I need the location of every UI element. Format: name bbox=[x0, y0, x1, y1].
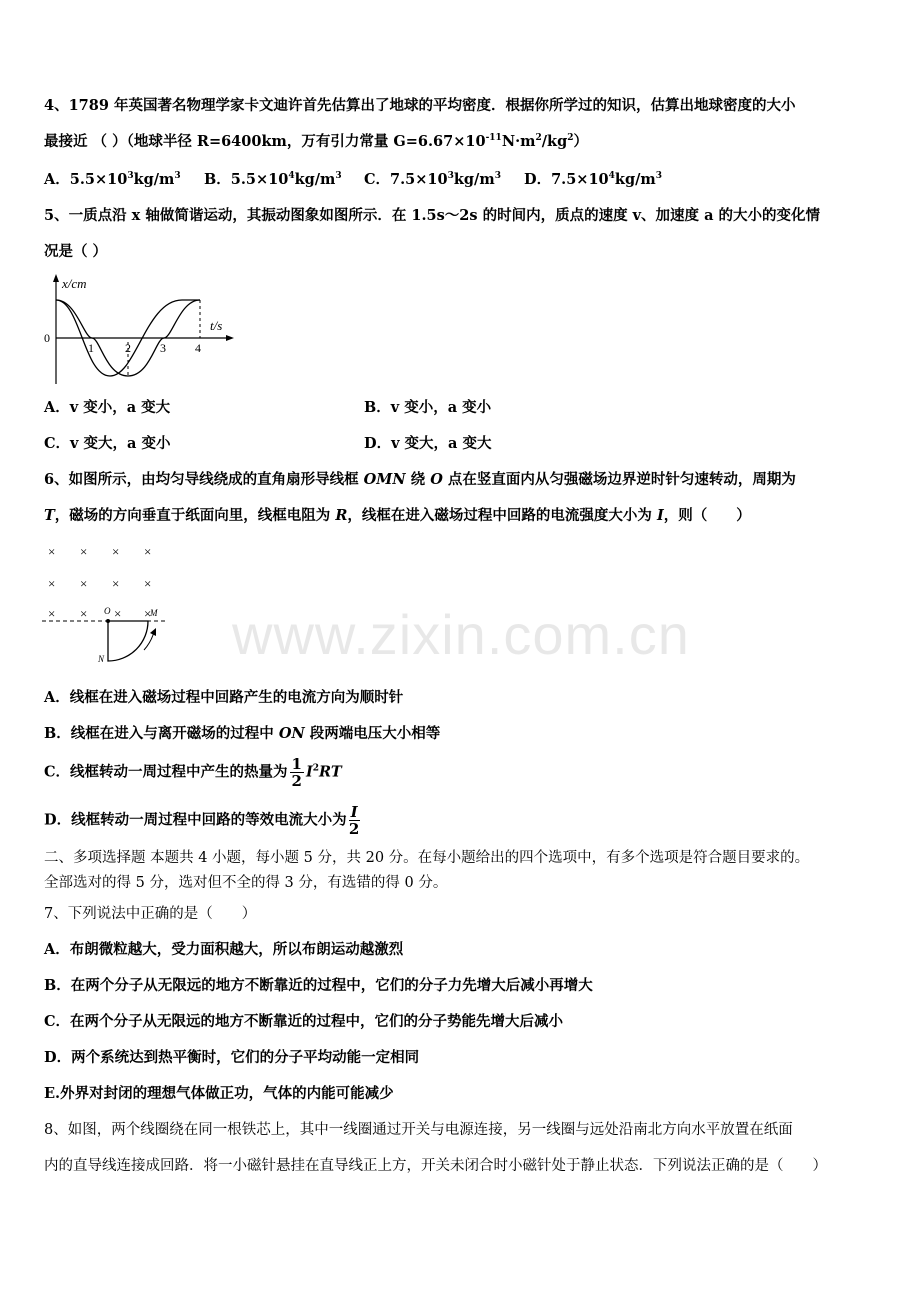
q5-graph-xlabel: t/s bbox=[210, 318, 223, 333]
svg-text:×: × bbox=[114, 606, 122, 621]
svg-text:×: × bbox=[144, 544, 152, 559]
q4-stem-line2: 最接近 （ ）（地球半径 R=6400km，万有引力常量 $G=6.67\times 10^{-11}N\cdot m^2/kg^2$） bbox=[44, 133, 588, 150]
q5-graph-ylabel: x/cm bbox=[62, 276, 87, 291]
q5-graph-origin: 0 bbox=[44, 331, 50, 345]
q6-magnetic-field-figure bbox=[40, 540, 180, 666]
q7-option-d: D．两个系统达到热平衡时，它们的分子平均动能一定相同 bbox=[44, 1049, 420, 1066]
q5-option-b: B．v 变小，a 变小 bbox=[364, 399, 492, 416]
q7-option-b: B．在两个分子从无限远的地方不断靠近的过程中，它们的分子力先增大后减小再增大 bbox=[44, 977, 593, 994]
q5-graph-tick-3: 3 bbox=[160, 341, 166, 355]
q5-option-a: A．v 变小，a 变大 bbox=[44, 399, 171, 416]
q6-option-d-fraction: $\frac{I}{2}$ bbox=[348, 803, 360, 838]
svg-text:×: × bbox=[80, 606, 88, 621]
q5-graph-tick-4: 4 bbox=[195, 341, 201, 355]
q6-label-m: M bbox=[150, 608, 158, 618]
watermark: www.zixin.com.cn bbox=[232, 603, 690, 666]
q5-graph-tick-1: 1 bbox=[88, 341, 94, 355]
q4-option-b: B．$5.5\times 10^4kg/m^3$ bbox=[204, 171, 342, 188]
q6-stem-line1: 6、如图所示，由均匀导线绕成的直角扇形导线框 OMN 绕 O 点在竖直面内从匀强磁场边界逆时针匀速转动，周期为 bbox=[44, 471, 796, 488]
section2-heading-line1: 二、多项选择题 本题共 4 小题，每小题 5 分，共 20 分。在每小题给出的四个选项中，有多个选项是符合题目要求的。 bbox=[44, 850, 810, 866]
q7-stem: 7、下列说法中正确的是（ ） bbox=[44, 906, 257, 922]
svg-text:×: × bbox=[48, 606, 56, 621]
svg-text:×: × bbox=[144, 576, 152, 591]
q5-stem-line2: 况是（ ） bbox=[44, 243, 108, 260]
svg-text:×: × bbox=[112, 576, 120, 591]
q4-option-c: C．$7.5\times 10^3kg/m^3$ bbox=[364, 171, 501, 188]
q6-option-b: B．线框在进入与离开磁场的过程中 ON 段两端电压大小相等 bbox=[44, 725, 441, 742]
q6-stem-line2: T，磁场的方向垂直于纸面向里，线框电阻为 R，线框在进入磁场过程中回路的电流强度大小为 I，则（ ） bbox=[44, 507, 751, 524]
svg-text:×: × bbox=[48, 544, 56, 559]
q5-graph-tick-2: 2 bbox=[125, 341, 131, 355]
svg-text:×: × bbox=[144, 606, 152, 621]
q4-stem-line1: 4、1789 年英国著名物理学家卡文迪许首先估算出了地球的平均密度．根据你所学过的知识，估算出地球密度的大小 bbox=[44, 97, 796, 114]
q5-vibration-graph bbox=[40, 272, 240, 388]
svg-text:×: × bbox=[80, 576, 88, 591]
q7-option-a: A．布朗微粒越大，受力面积越大，所以布朗运动越激烈 bbox=[44, 941, 404, 958]
q5-option-d: D．v 变大，a 变大 bbox=[364, 435, 492, 452]
q5-option-c: C．v 变大，a 变小 bbox=[44, 435, 171, 452]
q6-option-c: C．线框转动一周过程中产生的热量为 $\frac{1}{2}$ $I^2RT$ bbox=[44, 755, 342, 790]
q7-option-c: C．在两个分子从无限远的地方不断靠近的过程中，它们的分子势能先增大后减小 bbox=[44, 1013, 564, 1030]
svg-text:×: × bbox=[80, 544, 88, 559]
q6-option-d: D．线框转动一周过程中回路的等效电流大小为 $\frac{I}{2}$ bbox=[44, 803, 360, 838]
svg-text:×: × bbox=[48, 576, 56, 591]
q8-stem-line1: 8、如图，两个线圈绕在同一根铁芯上，其中一线圈通过开关与电源连接，另一线圈与远处沿南北方向水平放置在纸面 bbox=[44, 1122, 793, 1138]
svg-text:×: × bbox=[112, 544, 120, 559]
q7-option-e: E.外界对封闭的理想气体做正功，气体的内能可能减少 bbox=[44, 1085, 394, 1102]
q4-option-d: D．$7.5\times 10^4kg/m^3$ bbox=[524, 171, 662, 188]
q6-label-o: O bbox=[104, 606, 111, 616]
q6-option-c-fraction: $\frac{1}{2}$ bbox=[291, 755, 302, 790]
q4-option-a: A．$5.5\times 10^3kg/m^3$ bbox=[44, 171, 181, 188]
q6-option-a: A．线框在进入磁场过程中回路产生的电流方向为顺时针 bbox=[44, 689, 404, 706]
section2-heading-line2: 全部选对的得 5 分，选对但不全的得 3 分，有选错的得 0 分。 bbox=[44, 875, 448, 891]
q6-label-n: N bbox=[98, 654, 105, 664]
q5-stem-line1: 5、一质点沿 x 轴做简谐运动，其振动图象如图所示．在 1.5s～2s 的时间内，质点的速度 v、加速度 a 的大小的变化情 bbox=[44, 207, 821, 224]
q8-stem-line2: 内的直导线连接成回路．将一小磁针悬挂在直导线正上方，开关未闭合时小磁针处于静止状态．下列说法正确的是（ ） bbox=[44, 1158, 827, 1174]
